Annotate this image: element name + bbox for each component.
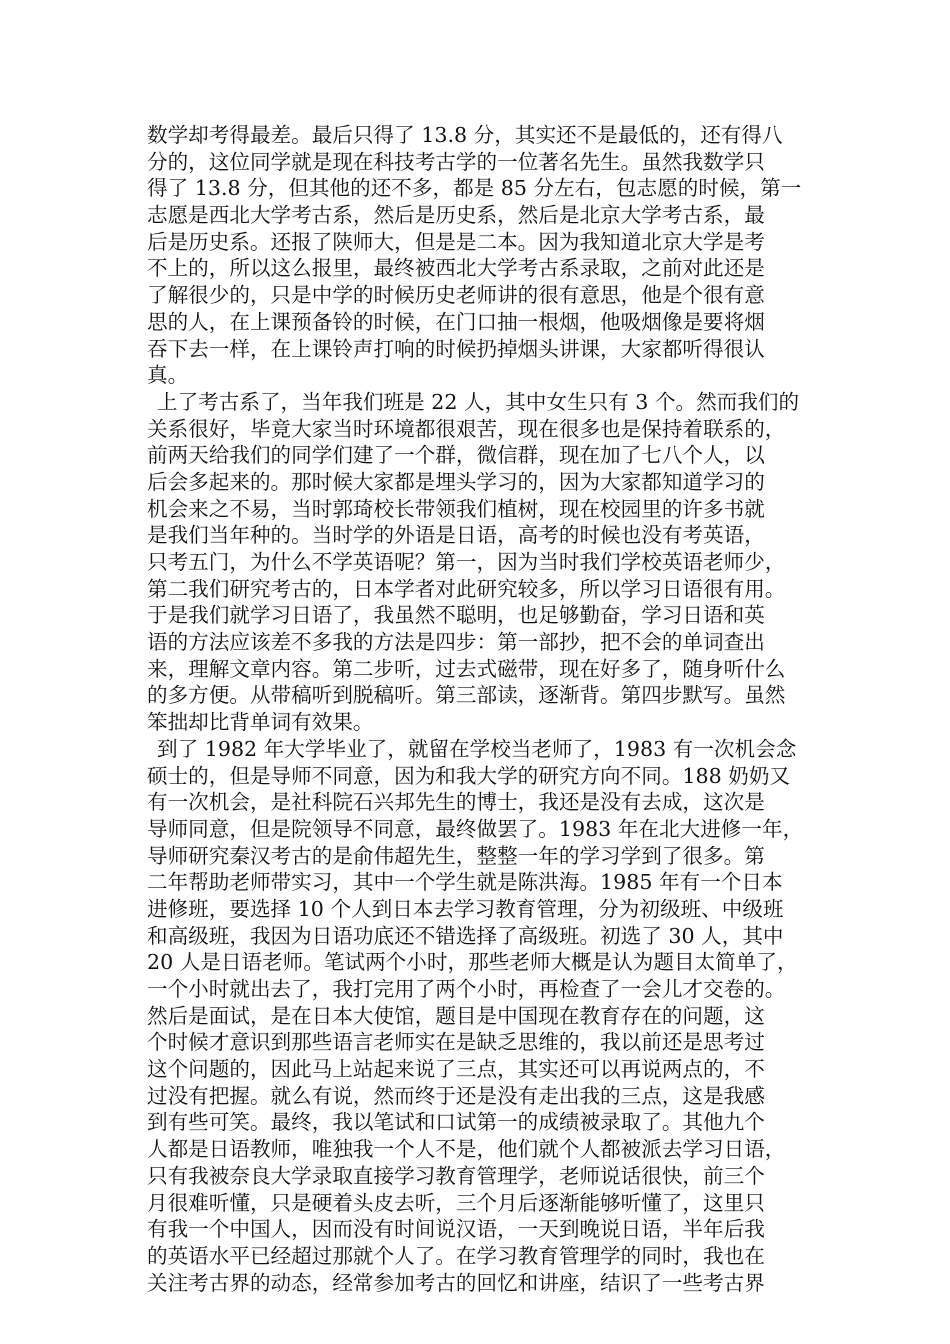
text-line: 的英语水平已经超过那就个人了。在学习教育管理学的同时，我也在	[147, 1243, 765, 1268]
text-line: 分的，这位同学就是现在科技考古学的一位著名先生。虽然我数学只	[147, 149, 765, 174]
text-line: 思的人，在上课预备铃的时候，在门口抽一根烟，他吸烟像是要将烟	[147, 309, 765, 334]
text-line: 了解很少的，只是中学的时候历史老师讲的很有意思，他是个很有意	[147, 283, 765, 308]
text-line: 不上的，所以这么报里，最终被西北大学考古系录取，之前对此还是	[147, 256, 765, 281]
text-line: 志愿是西北大学考古系，然后是历史系，然后是北京大学考古系，最	[147, 203, 765, 228]
text-line: 笨拙却比背单词有效果。	[147, 710, 374, 735]
text-line: 到有些可笑。最终，我以笔试和口试第一的成绩被录取了。其他九个	[147, 1110, 765, 1135]
text-line: 导师研究秦汉考古的是俞伟超先生，整整一年的学习学到了很多。第	[147, 843, 765, 868]
text-line: 导师同意，但是院领导不同意，最终做罢了。1983 年在北大进修一年，	[147, 816, 804, 841]
paragraph-start-line: 到了 1982 年大学毕业了，就留在学校当老师了，1983 有一次机会念	[157, 736, 797, 761]
text-line: 数学却考得最差。最后只得了 13.8 分，其实还不是最低的，还有得八	[147, 123, 783, 147]
text-line: 于是我们就学习日语了，我虽然不聪明，也足够勤奋，学习日语和英	[147, 603, 765, 628]
text-line: 前两天给我们的同学们建了一个群，微信群，现在加了七八个人，以	[147, 443, 765, 468]
text-line: 过没有把握。就么有说，然而终于还是没有走出我的三点，这是我感	[147, 1083, 765, 1108]
text-line: 只有我被奈良大学录取直接学习教育管理学，老师说话很快，前三个	[147, 1163, 765, 1188]
text-line: 语的方法应该差不多我的方法是四步：第一部抄，把不会的单词查出	[147, 630, 765, 655]
text-line: 有我一个中国人，因而没有时间说汉语，一天到晚说日语，半年后我	[147, 1217, 765, 1242]
body-text	[147, 122, 827, 1296]
text-line: 然后是面试，是在日本大使馆，题目是中国现在教育存在的问题，这	[147, 1003, 765, 1028]
text-line: 是我们当年种的。当时学的外语是日语，高考的时候也没有考英语，	[147, 523, 765, 548]
text-line: 第二我们研究考古的，日本学者对此研究较多，所以学习日语很有用。	[147, 576, 786, 601]
text-line: 只考五门，为什么不学英语呢？第一，因为当时我们学校英语老师少，	[147, 550, 786, 574]
text-line: 来，理解文章内容。第二步听，过去式磁带，现在好多了，随身听什么	[147, 656, 786, 681]
text-line: 20 人是日语老师。笔试两个小时，那些老师大概是认为题目太简单了，	[147, 950, 798, 975]
text-line: 关系很好，毕竟大家当时环境都很艰苦，现在很多也是保持着联系的，	[147, 416, 786, 441]
paragraph-start-line: 上了考古系了，当年我们班是 22 人，其中女生只有 3 个。然而我们的	[157, 389, 800, 414]
text-line: 一个小时就出去了，我打完用了两个小时，再检查了一会儿才交卷的。	[147, 977, 786, 1001]
text-line: 这个问题的，因此马上站起来说了三点，其实还可以再说两点的，不	[147, 1057, 765, 1082]
text-line: 人都是日语教师，唯独我一个人不是，他们就个人都被派去学习日语，	[147, 1137, 786, 1162]
text-line: 的多方便。从带稿听到脱稿听。第三部读，逐渐背。第四步默写。虽然	[147, 683, 786, 708]
text-line: 和高级班，我因为日语功底还不错选择了高级班。初选了 30 人，其中	[147, 923, 784, 948]
text-line: 月很难听懂，只是硬着头皮去听，三个月后逐渐能够听懂了，这里只	[147, 1190, 765, 1215]
text-line: 进修班，要选择 10 个人到日本去学习教育管理，分为初级班、中级班	[147, 896, 784, 921]
text-line: 二年帮助老师带实习，其中一个学生就是陈洪海。1985 年有一个日本	[147, 870, 783, 895]
text-line: 后是历史系。还报了陕师大，但是是二本。因为我知道北京大学是考	[147, 229, 765, 254]
text-line: 硕士的，但是导师不同意，因为和我大学的研究方向不同。188 奶奶又	[147, 763, 791, 788]
text-line: 个时候才意识到那些语言老师实在是缺乏思维的，我以前还是思考过	[147, 1030, 765, 1055]
text-line: 后会多起来的。那时候大家都是埋头学习的，因为大家都知道学习的	[147, 469, 765, 494]
text-line: 真。	[147, 363, 189, 388]
text-line: 得了 13.8 分，但其他的还不多，都是 85 分左右，包志愿的时候，第一	[147, 176, 802, 201]
text-line: 机会来之不易，当时郭琦校长带领我们植树，现在校园里的许多书就	[147, 496, 765, 521]
text-line: 吞下去一样，在上课铃声打响的时候扔掉烟头讲课，大家都听得很认	[147, 336, 765, 361]
text-line: 关注考古界的动态，经常参加考古的回忆和讲座，结识了一些考古界	[147, 1270, 765, 1295]
text-line: 有一次机会，是社科院石兴邦先生的博士，我还是没有去成，这次是	[147, 790, 765, 815]
